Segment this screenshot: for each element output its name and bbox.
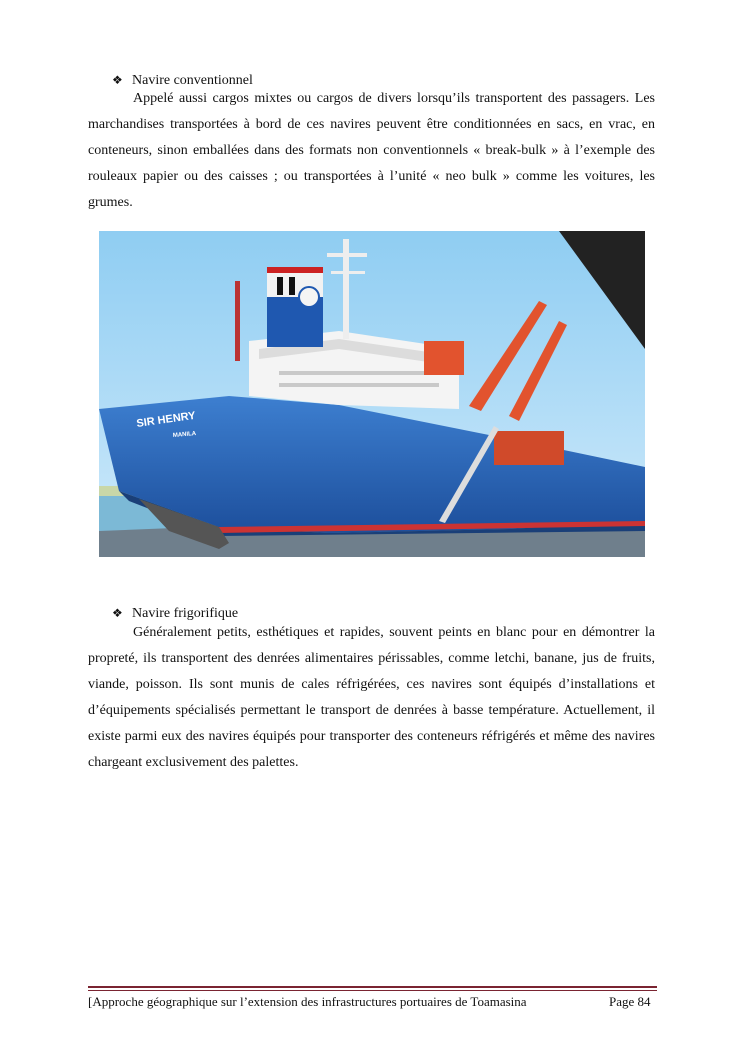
hull-port-text: MANILA xyxy=(172,430,197,439)
footer-rule-thin xyxy=(88,990,657,991)
footer-title: [Approche géographique sur l’extension des infrastructures portuaires de Toamasina xyxy=(88,994,527,1009)
section-heading-text: Navire frigorifique xyxy=(132,606,239,621)
cargo-ship-photo xyxy=(99,231,645,557)
paragraph-text: Appelé aussi cargos mixtes ou cargos de divers lorsqu’ils transportent des passagers. Les marchandises transportées à bord de ces navires peuvent être conditionnées en sacs, en vrac, en conteneurs, sinon emballées dans des formats non conventionnels « break-bulk » à l’exemple des rouleaux papier ou des caisses ; ou transportées à l’unité « neo bulk » comme les voitures, les grumes. xyxy=(88,91,655,210)
diamond-bullet-icon: ❖ xyxy=(112,606,123,620)
paragraph-text: Généralement petits, esthétiques et rapides, souvent peints en blanc pour en démontrer la propreté, ils transportent des denrées alimentaires périssables, comme letchi, banane, jus de fruits, viande, poisson. Ils sont munis de cales réfrigérées, ces navires sont équipés d’installations et d’équipements spécialisés permettant le transport de denrées à basse température. Actuellement, il existe parmi eux des navires équipés pour transporter des conteneurs réfrigérés et même des navires chargeant exclusivement des palettes. xyxy=(88,625,655,770)
page-number: Page 84 xyxy=(609,994,651,1009)
section-paragraph-frigorifique xyxy=(88,620,655,776)
diamond-bullet-icon: ❖ xyxy=(112,73,123,87)
hull-name-text: SIR HENRY xyxy=(135,409,197,430)
section-heading-text: Navire conventionnel xyxy=(132,73,253,88)
footer-rule-thick xyxy=(88,986,657,988)
section-paragraph-conventionnel xyxy=(88,86,655,216)
